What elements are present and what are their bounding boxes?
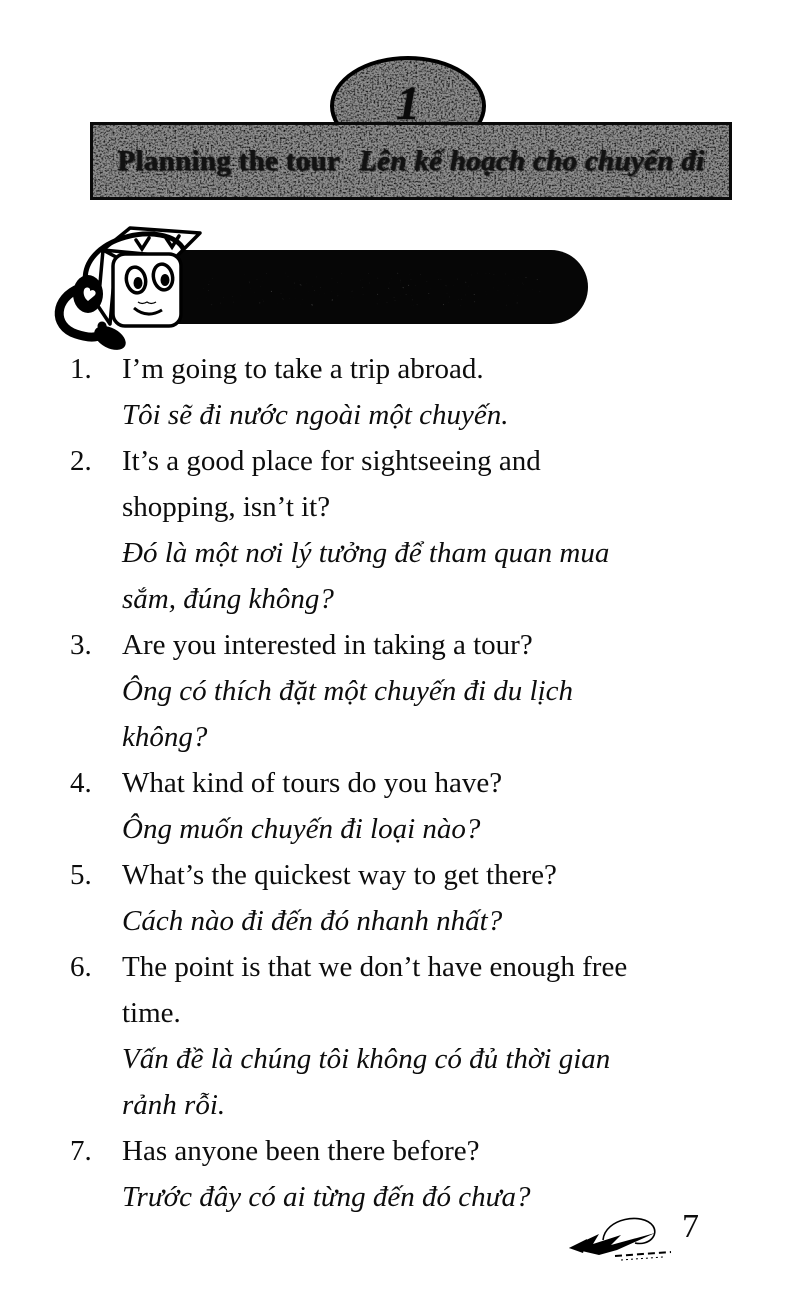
phrase-line-en: What kind of tours do you have? [122,767,503,799]
phrase-number: 5. [70,859,92,891]
page-number: 7 [682,1208,699,1245]
phrase-lines [122,852,738,944]
phrase-line-vi: Ông có thích đặt một chuyến đi du lịch [122,675,574,707]
phrase-line-vi: sắm, đúng không? [122,583,334,615]
chapter-title-vi: Lên kế hoạch cho chuyến đi [359,144,705,177]
headphones-mascot-icon [46,210,252,360]
plane-doodle-icon [563,1206,681,1266]
phrase-line-vi: Trước đây có ai từng đến đó chưa? [122,1181,531,1213]
phrase-line-en: shopping, isn’t it? [122,491,331,523]
phrase-line-en: What’s the quickest way to get there? [122,859,557,891]
phrase-number: 6. [70,951,92,983]
phrase-line-en: I’m going to take a trip abroad. [122,353,484,385]
phrase-line-vi: rảnh rỗi. [122,1089,226,1121]
phrase-line-en: Has anyone been there before? [122,1135,480,1167]
phrase-line-en: Are you interested in taking a tour? [122,629,533,661]
phrase-line-en: It’s a good place for sightseeing and [122,445,541,477]
phrase-line-vi: Tôi sẽ đi nước ngoài một chuyến. [122,399,509,431]
phrase-number: 7. [70,1135,92,1167]
phrase-number: 2. [70,445,92,477]
phrase-number: 1. [70,353,92,385]
phrase-number: 4. [70,767,92,799]
phrase-line-vi: không? [122,721,208,753]
chapter-title-en: Planning the tour [117,144,340,177]
phrase-lines [122,944,738,1128]
phrase-line-vi: Đó là một nơi lý tưởng để tham quan mua [122,537,610,569]
phrase-item [70,760,738,852]
chapter-number: 1 [396,77,420,130]
phrase-list [70,346,738,1220]
phrase-line-vi: Ông muốn chuyến đi loại nào? [122,813,481,845]
phrase-item [70,852,738,944]
phrase-line-vi: Cách nào đi đến đó nhanh nhất? [122,905,503,937]
phrase-item [70,622,738,760]
phrase-item [70,944,738,1128]
phrase-item [70,438,738,622]
phrase-lines [122,438,738,622]
phrase-line-vi: Vấn đề là chúng tôi không có đủ thời gian [122,1043,611,1075]
phrase-number: 3. [70,629,92,661]
phrase-line-en: The point is that we don’t have enough free [122,951,628,983]
phrase-lines [122,760,738,852]
phrase-line-en: time. [122,997,181,1029]
phrase-lines [122,622,738,760]
